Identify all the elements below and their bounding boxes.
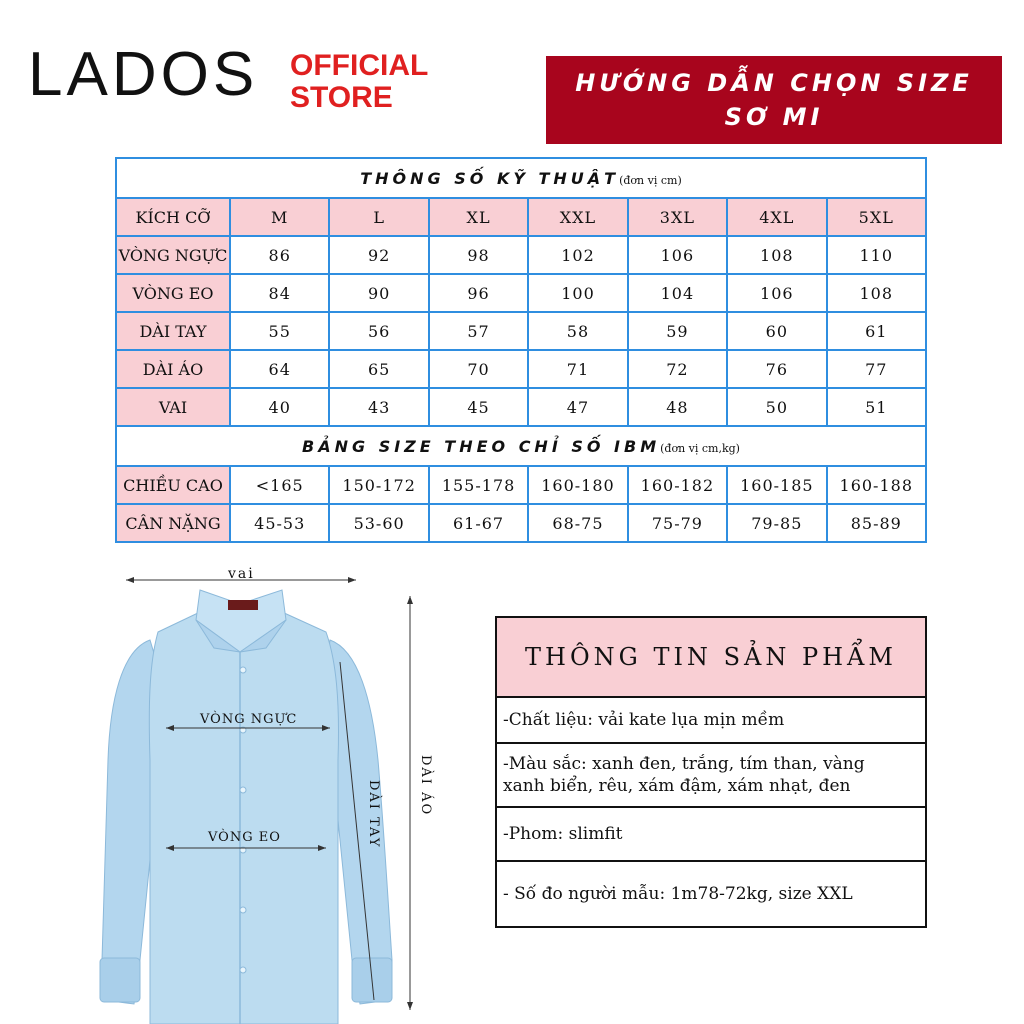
table-cell: 96 xyxy=(429,274,528,312)
row-label: VÒNG EO xyxy=(116,274,230,312)
shirt-tag xyxy=(228,600,258,610)
table-row xyxy=(116,350,926,388)
row-label: VÒNG NGỰC xyxy=(116,236,230,274)
size-guide-banner xyxy=(546,56,1002,144)
table-cell: 104 xyxy=(628,274,727,312)
table-cell: 85-89 xyxy=(827,504,926,542)
size-table xyxy=(115,157,927,543)
table-cell: 45 xyxy=(429,388,528,426)
shirt-body xyxy=(149,612,338,1024)
spec-table-unit: (đơn vị cm) xyxy=(619,173,682,187)
vai-label: vai xyxy=(228,566,255,582)
table-cell: 43 xyxy=(329,388,428,426)
vai-arrow-left xyxy=(126,577,134,583)
spec-table-title: THÔNG SỐ KỸ THUẬT xyxy=(360,168,620,188)
table-cell: 100 xyxy=(528,274,627,312)
table-row xyxy=(116,236,926,274)
table-cell: 65 xyxy=(329,350,428,388)
size-label: KÍCH CỠ xyxy=(116,198,230,236)
table-cell: <165 xyxy=(230,466,329,504)
table-row xyxy=(116,388,926,426)
table-cell: 150-172 xyxy=(329,466,428,504)
colors-line2: xanh biển, rêu, xám đậm, xám nhạt, đen xyxy=(503,776,851,796)
left-cuff xyxy=(100,958,140,1002)
row-label: VAI xyxy=(116,388,230,426)
dai-tay-label: DÀI TAY xyxy=(366,780,381,849)
table-cell: 50 xyxy=(727,388,826,426)
table-cell: 160-180 xyxy=(528,466,627,504)
table-cell: 47 xyxy=(528,388,627,426)
table-cell: 92 xyxy=(329,236,428,274)
table-cell: 61 xyxy=(827,312,926,350)
row-label: DÀI TAY xyxy=(116,312,230,350)
material-row: -Chất liệu: vải kate lụa mịn mềm xyxy=(497,698,925,744)
brand-logo: LADOS xyxy=(28,40,259,109)
table-cell: 86 xyxy=(230,236,329,274)
product-info-box xyxy=(495,616,927,928)
table-cell: 59 xyxy=(628,312,727,350)
table-cell: 98 xyxy=(429,236,528,274)
table-cell: 48 xyxy=(628,388,727,426)
table-cell: 58 xyxy=(528,312,627,350)
table-cell: 75-79 xyxy=(628,504,727,542)
table-cell: 40 xyxy=(230,388,329,426)
table-cell: 108 xyxy=(727,236,826,274)
row-label: CHIỀU CAO xyxy=(116,466,230,504)
table-cell: 51 xyxy=(827,388,926,426)
table-cell: 77 xyxy=(827,350,926,388)
ibm-table-title: BẢNG SIZE THEO CHỈ SỐ IBM xyxy=(302,436,661,456)
dai-ao-label: DÀI ÁO xyxy=(418,755,433,817)
table-cell: 71 xyxy=(528,350,627,388)
table-cell: 57 xyxy=(429,312,528,350)
size-cell: M xyxy=(230,198,329,236)
ibm-table-unit: (đơn vị cm,kg) xyxy=(660,441,740,455)
size-cell: 5XL xyxy=(827,198,926,236)
vai-arrow-right xyxy=(348,577,356,583)
table-cell: 106 xyxy=(628,236,727,274)
official-line2: STORE xyxy=(290,81,393,114)
size-header-row xyxy=(116,198,926,236)
table-cell: 108 xyxy=(827,274,926,312)
table-cell: 45-53 xyxy=(230,504,329,542)
table-cell: 72 xyxy=(628,350,727,388)
table-cell: 110 xyxy=(827,236,926,274)
table-cell: 61-67 xyxy=(429,504,528,542)
size-cell: 4XL xyxy=(727,198,826,236)
table-cell: 55 xyxy=(230,312,329,350)
table-cell: 56 xyxy=(329,312,428,350)
official-store-label xyxy=(290,50,428,114)
table-row xyxy=(116,504,926,542)
table-cell: 84 xyxy=(230,274,329,312)
model-row: - Số đo người mẫu: 1m78-72kg, size XXL xyxy=(503,884,853,904)
official-line1: OFFICIAL xyxy=(290,49,429,82)
table-cell: 60 xyxy=(727,312,826,350)
table-cell: 64 xyxy=(230,350,329,388)
table-cell: 79-85 xyxy=(727,504,826,542)
shirt-illustration xyxy=(90,568,450,1024)
table-cell: 53-60 xyxy=(329,504,428,542)
table-cell: 160-185 xyxy=(727,466,826,504)
table-cell: 160-182 xyxy=(628,466,727,504)
table-cell: 68-75 xyxy=(528,504,627,542)
size-cell: XXL xyxy=(528,198,627,236)
table-cell: 160-188 xyxy=(827,466,926,504)
colors-row xyxy=(497,744,925,808)
banner-line1: HƯỚNG DẪN CHỌN SIZE xyxy=(575,69,973,97)
size-cell: 3XL xyxy=(628,198,727,236)
size-cell: L xyxy=(329,198,428,236)
row-label: CÂN NẶNG xyxy=(116,504,230,542)
vong-eo-label: VÒNG EO xyxy=(208,830,281,845)
product-info-title: THÔNG TIN SẢN PHẨM xyxy=(497,618,925,698)
table-cell: 90 xyxy=(329,274,428,312)
table-cell: 102 xyxy=(528,236,627,274)
table-row xyxy=(116,274,926,312)
spec-table-title-cell xyxy=(116,158,926,198)
table-cell: 76 xyxy=(727,350,826,388)
vong-nguc-label: VÒNG NGỰC xyxy=(200,712,298,727)
table-cell: 155-178 xyxy=(429,466,528,504)
table-cell: 106 xyxy=(727,274,826,312)
row-label: DÀI ÁO xyxy=(116,350,230,388)
banner-line2: SƠ MI xyxy=(724,103,824,131)
colors-line1: -Màu sắc: xanh đen, trắng, tím than, vàng xyxy=(503,754,865,774)
size-cell: XL xyxy=(429,198,528,236)
table-row xyxy=(116,466,926,504)
table-row xyxy=(116,312,926,350)
table-cell: 70 xyxy=(429,350,528,388)
form-row: -Phom: slimfit xyxy=(497,808,925,862)
ibm-table-title-cell xyxy=(116,426,926,466)
